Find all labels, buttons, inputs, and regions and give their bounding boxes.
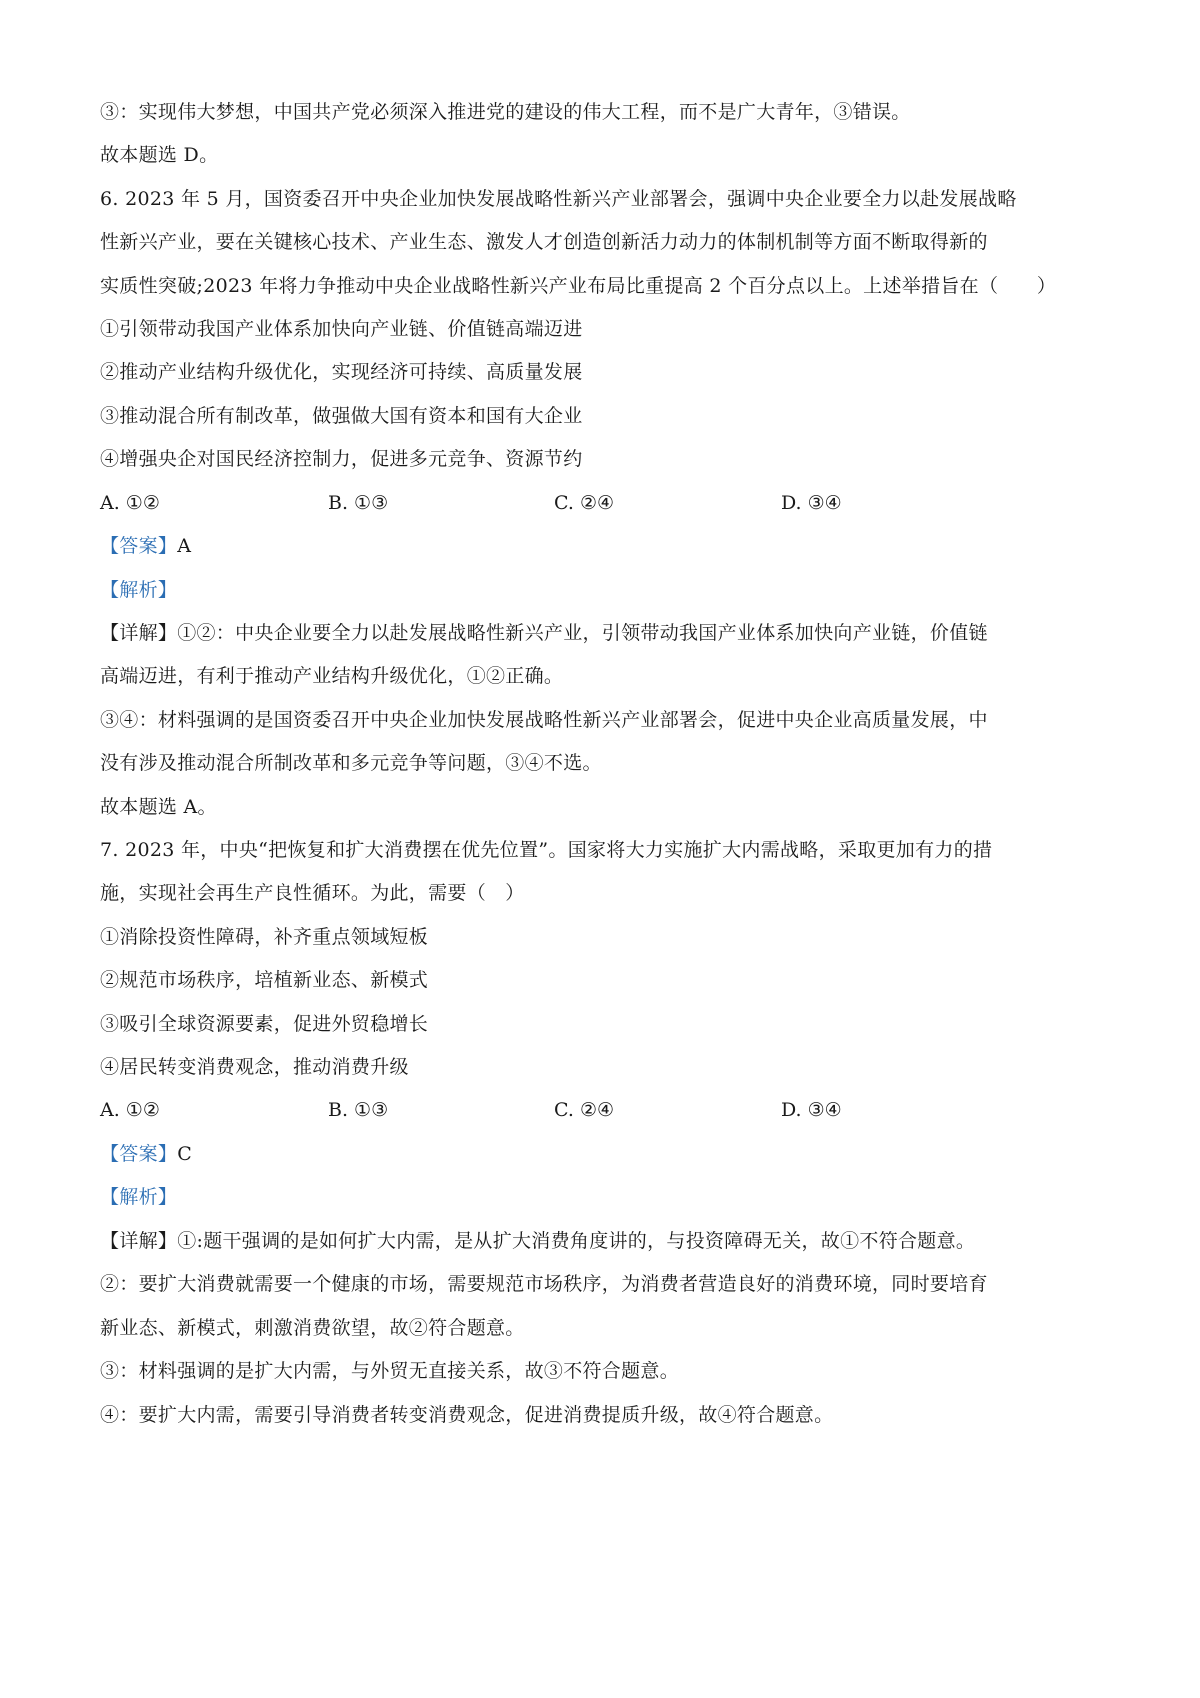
q6-option-c: C. ②④ bbox=[554, 492, 615, 514]
q6-analysis-heading bbox=[100, 576, 1100, 604]
q7-stem-line-1: 7. 2023 年，中央“把恢复和扩大消费摆在优先位置”。国家将大力实施扩大内需战略，采取更加有力的措 bbox=[100, 839, 993, 861]
q7-option-b: B. ①③ bbox=[328, 1099, 389, 1121]
q6-option-b: B. ①③ bbox=[328, 492, 389, 514]
q6-item-2: ②推动产业结构升级优化，实现经济可持续、高质量发展 bbox=[100, 361, 583, 383]
q7-answer bbox=[100, 1140, 1100, 1168]
q7-option-a: A. ①② bbox=[100, 1099, 160, 1121]
q7-item-3: ③吸引全球资源要素，促进外贸稳增长 bbox=[100, 1013, 429, 1035]
q7-detail-line-3: 新业态、新模式，刺激消费欲望，故②符合题意。 bbox=[100, 1317, 525, 1339]
q6-stem-line-1: 6. 2023 年 5 月，国资委召开中央企业加快发展战略性新兴产业部署会，强调中央企业要全力以赴发展战略 bbox=[100, 188, 1017, 210]
q6-detail-line-3: ③④：材料强调的是国资委召开中央企业加快发展战略性新兴产业部署会，促进中央企业高质量发展，中 bbox=[100, 709, 988, 731]
q5-conclusion: 故本题选 D。 bbox=[100, 144, 219, 166]
q7-option-d: D. ③④ bbox=[781, 1099, 842, 1121]
q6-answer bbox=[100, 532, 1100, 560]
analysis-tag: 【解析】 bbox=[100, 579, 178, 601]
q7-detail-line-2: ②：要扩大消费就需要一个健康的市场，需要规范市场秩序，为消费者营造良好的消费环境，同时要培育 bbox=[100, 1273, 988, 1295]
q6-item-1: ①引领带动我国产业体系加快向产业链、价值链高端迈进 bbox=[100, 318, 583, 340]
q7-item-2: ②规范市场秩序，培植新业态、新模式 bbox=[100, 969, 429, 991]
answer-tag: 【答案】 bbox=[100, 535, 178, 557]
q7-item-1: ①消除投资性障碍，补齐重点领域短板 bbox=[100, 926, 429, 948]
q6-stem-line-2: 性新兴产业，要在关键核心技术、产业生态、激发人才创造创新活力动力的体制机制等方面不断取得新的 bbox=[100, 231, 988, 253]
q7-analysis-heading bbox=[100, 1183, 1100, 1211]
q7-item-4: ④居民转变消费观念，推动消费升级 bbox=[100, 1056, 409, 1078]
q5-explanation-line: ③：实现伟大梦想，中国共产党必须深入推进党的建设的伟大工程，而不是广大青年，③错误。 bbox=[100, 101, 911, 123]
q6-item-4: ④增强央企对国民经济控制力，促进多元竞争、资源节约 bbox=[100, 448, 583, 470]
answer-value: A bbox=[177, 535, 192, 557]
answer-value: C bbox=[177, 1143, 193, 1165]
q6-detail-line-4: 没有涉及推动混合所制改革和多元竞争等问题，③④不选。 bbox=[100, 752, 602, 774]
detail-text: ①:题干强调的是如何扩大内需，是从扩大消费角度讲的，与投资障碍无关，故①不符合题意。 bbox=[177, 1230, 976, 1252]
detail-tag: 【详解】 bbox=[100, 1230, 178, 1252]
q6-item-3: ③推动混合所有制改革，做强做大国有资本和国有大企业 bbox=[100, 405, 583, 427]
q7-stem-line-2: 施，实现社会再生产良性循环。为此，需要（ ） bbox=[100, 882, 525, 904]
q6-conclusion: 故本题选 A。 bbox=[100, 796, 217, 818]
q6-detail-line-2: 高端迈进，有利于推动产业结构升级优化，①②正确。 bbox=[100, 665, 564, 687]
q7-option-c: C. ②④ bbox=[554, 1099, 615, 1121]
q6-stem-line-3: 实质性突破;2023 年将力争推动中央企业战略性新兴产业布局比重提高 2 个百分点以上。上述举措旨在（ ） bbox=[100, 275, 1057, 297]
q6-option-d: D. ③④ bbox=[781, 492, 842, 514]
detail-text: ①②：中央企业要全力以赴发展战略性新兴产业，引领带动我国产业体系加快向产业链，价值链 bbox=[177, 622, 988, 644]
analysis-tag: 【解析】 bbox=[100, 1186, 178, 1208]
q6-option-a: A. ①② bbox=[100, 492, 160, 514]
q7-detail-line-5: ④：要扩大内需，需要引导消费者转变消费观念，促进消费提质升级，故④符合题意。 bbox=[100, 1404, 834, 1426]
q7-detail-line-1 bbox=[100, 1227, 1100, 1255]
q7-detail-line-4: ③：材料强调的是扩大内需，与外贸无直接关系，故③不符合题意。 bbox=[100, 1360, 680, 1382]
q6-detail-line-1 bbox=[100, 619, 1100, 647]
answer-tag: 【答案】 bbox=[100, 1143, 178, 1165]
detail-tag: 【详解】 bbox=[100, 622, 178, 644]
